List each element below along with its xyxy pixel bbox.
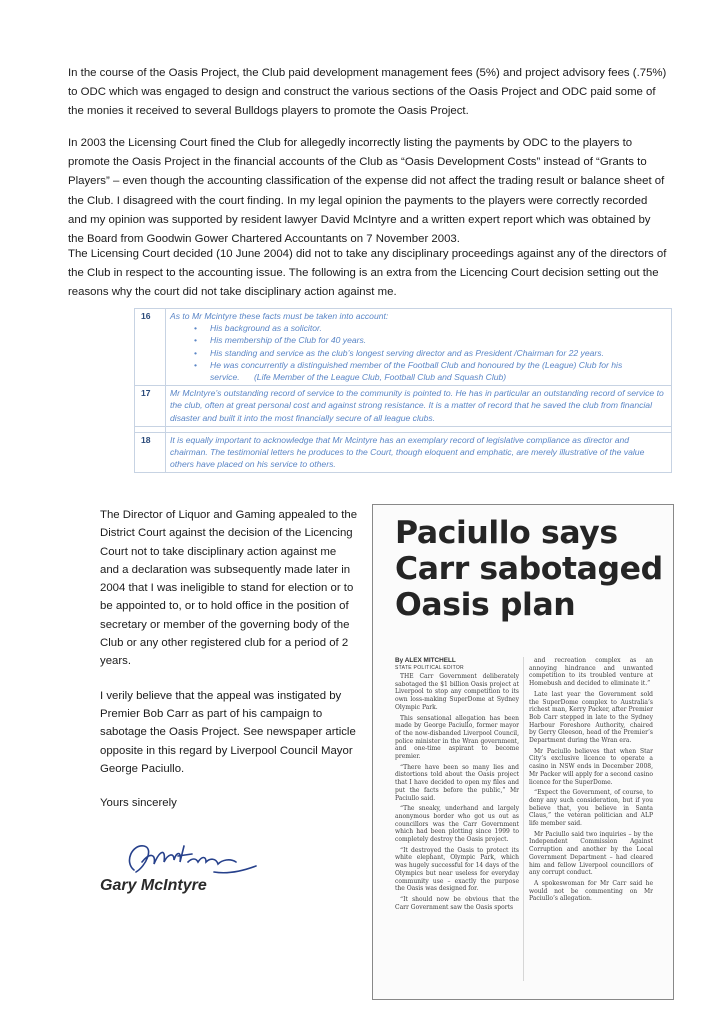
finding-number: 17	[135, 386, 166, 427]
article-paragraph: “There have been so many lies and distortions told about the Oasis project that I have decided to open my files and put the facts before the public,” Mr Paciullo said.	[395, 763, 519, 802]
signer-name: Gary McIntyre	[100, 877, 207, 894]
finding-number: 18	[135, 432, 166, 473]
article-paragraph: THE Carr Government deliberately sabotaged the $1 billion Oasis project at Liverpool to stop any competition to its own loss-making SuperDome at Sydney Olympic Park.	[395, 673, 519, 711]
finding-intro: As to Mr Mcintyre these facts must be taken into account:	[170, 311, 389, 321]
finding-row	[135, 386, 672, 427]
article-paragraph: Mr Paciullo believes that when Star City’s exclusive licence to operate a casino in NSW ends in December 2008, Mr Packer will apply for a second casino licence for the SuperDome.	[529, 747, 653, 786]
column-divider	[523, 657, 524, 981]
finding-bullet: • His background as a solicitor.	[210, 322, 667, 334]
finding-bullet-text: He was concurrently a distinguished member of the Football Club and honoured by the (League) Club for his service.	[210, 359, 623, 383]
article-paragraph: “The sneaky, underhand and largely anonymous border who got us out as councillors was the Carr Government which had been plotting since 1999 to completely destroy the Oasis project.	[395, 805, 519, 844]
finding-number: 16	[135, 309, 166, 386]
court-findings-table	[134, 308, 672, 473]
finding-text: Mr McIntyre’s outstanding record of service to the community is pointed to. He has in particular an outstanding record of service to the club, often at great personal cost and against strong resistance. It is a matter of record that he saved the club from financial disaster and built it into the most financially secure of all league clubs.	[166, 386, 672, 427]
letter-body-column	[100, 506, 358, 828]
finding-bullet: • His membership of the Club for 40 years.	[210, 334, 667, 346]
article-paragraph: Late last year the Government sold the SuperDome complex to Australia’s richest man, Kerry Packer, after Premier Bob Carr stepped in late to the Sydney Harbour Foreshore Authority, chaired by Gerry Gleeson, head of the Premier’s Department during the Wran era.	[529, 690, 653, 745]
signature-image	[114, 832, 274, 882]
article-paragraph: Mr Paciullo said two inquiries – by the Independent Commission Against Corruption and another by the Local Government Department – had cleared him and fellow Liverpool councillors of any corrupt conduct.	[529, 830, 653, 877]
newspaper-column-right	[529, 657, 653, 906]
finding-bullet	[210, 359, 667, 383]
article-paragraph: A spokeswoman for Mr Carr said he would not be commenting on Mr Paciullo’s allegation.	[529, 879, 653, 903]
closing: Yours sincerely	[100, 797, 177, 810]
finding-note: (Life Member of the League Club, Football Club and Squash Club)	[253, 372, 507, 383]
article-paragraph: “It destroyed the Oasis to protect its white elephant, Olympic Park, which was hugely successful for 14 days of the Olympics but near useless for everyday community use – exactly the purpose the Oasis was designed for.	[395, 846, 519, 893]
paragraph-belief: I verily believe that the appeal was instigated by Premier Bob Carr as part of his campaign to sabotage the Oasis Project. See newspaper article opposite in this regard by Liverpool Council Mayor George Paciullo.	[100, 689, 356, 775]
finding-text: It is equally important to acknowledge that Mr Mcintyre has an exemplary record of legislative compliance as director and chairman. The testimonial letters he produces to the Court, though eloquent and emphatic, are merely illustrative of the value others have placed on his service to others.	[166, 432, 672, 473]
paragraph-district-court-appeal: The Director of Liquor and Gaming appealed to the District Court against the decision of the Licencing Court not to take disciplinary action against me and a declaration was subsequently made later in 2004 that I was ineligible to stand for election or to be appointed to, or to hold office in the position of secretary or member of the governing body of the Club or any other registered club for a period of 2 years.	[100, 509, 358, 668]
newspaper-byline	[395, 657, 464, 672]
finding-bullet: • His standing and service as the club’s longest serving director and as President /Chairman for 22 years.	[210, 347, 667, 359]
paragraph-licensing-court-fine: In 2003 the Licensing Court fined the Club for allegedly incorrectly listing the payments by ODC to the players to promote the Oasis Project in the financial accounts of the Club as “Oasis Development Costs” instead of “Grants to Players” – even though the accounting classification of the expense did not affect the trading result or balance sheet of the Club. I disagreed with the court finding. In my legal opinion the payments to the players were correctly recorded and my opinion was supported by resident lawyer David McIntyre and a written expert report which was obtained by the Board from Goodwin Gower Chartered Accountants on 7 November 2003.	[68, 137, 665, 246]
article-paragraph: and recreation complex as an annoying hindrance and unwanted competition to its troubled venture at Homebush and decided to eliminate it.”	[529, 657, 653, 688]
finding-bullet-list	[170, 322, 667, 383]
paragraph-development-fees: In the course of the Oasis Project, the Club paid development management fees (5%) and project advisory fees (.75%) to ODC which was engaged to design and construct the various sections of the Oasis Project and ODC paid some of the monies it received to several Bulldogs players to promote the Oasis Project.	[68, 67, 667, 118]
article-paragraph: This sensational allegation has been made by George Paciullo, former mayor of the now-disbanded Liverpool Council, police minister in the Wran government, and one-time aspirant to become premier.	[395, 714, 519, 761]
byline-role: STATE POLITICAL EDITOR	[395, 664, 464, 671]
newspaper-clipping	[372, 504, 674, 1000]
paragraph-court-decision: The Licensing Court decided (10 June 2004) did not to take any disciplinary proceedings against any of the directors of the Club in respect to the accounting issue. The following is an extra from the Licencing Court decision setting out the reasons why the court did not take disciplinary action against me.	[68, 248, 667, 299]
article-paragraph: “Expect the Government, of course, to deny any such consideration, but if you believe that, you believe in Santa Claus,” the veteran politician and ALP life member said.	[529, 789, 653, 828]
finding-text	[166, 309, 672, 386]
finding-row	[135, 309, 672, 386]
finding-row	[135, 432, 672, 473]
newspaper-column-left	[395, 673, 519, 914]
article-paragraph: “It should now be obvious that the Carr Government saw the Oasis sports	[395, 895, 519, 911]
newspaper-headline: Paciullo says Carr sabotaged Oasis plan	[395, 515, 663, 623]
byline-author: By ALEX MITCHELL	[395, 657, 456, 664]
